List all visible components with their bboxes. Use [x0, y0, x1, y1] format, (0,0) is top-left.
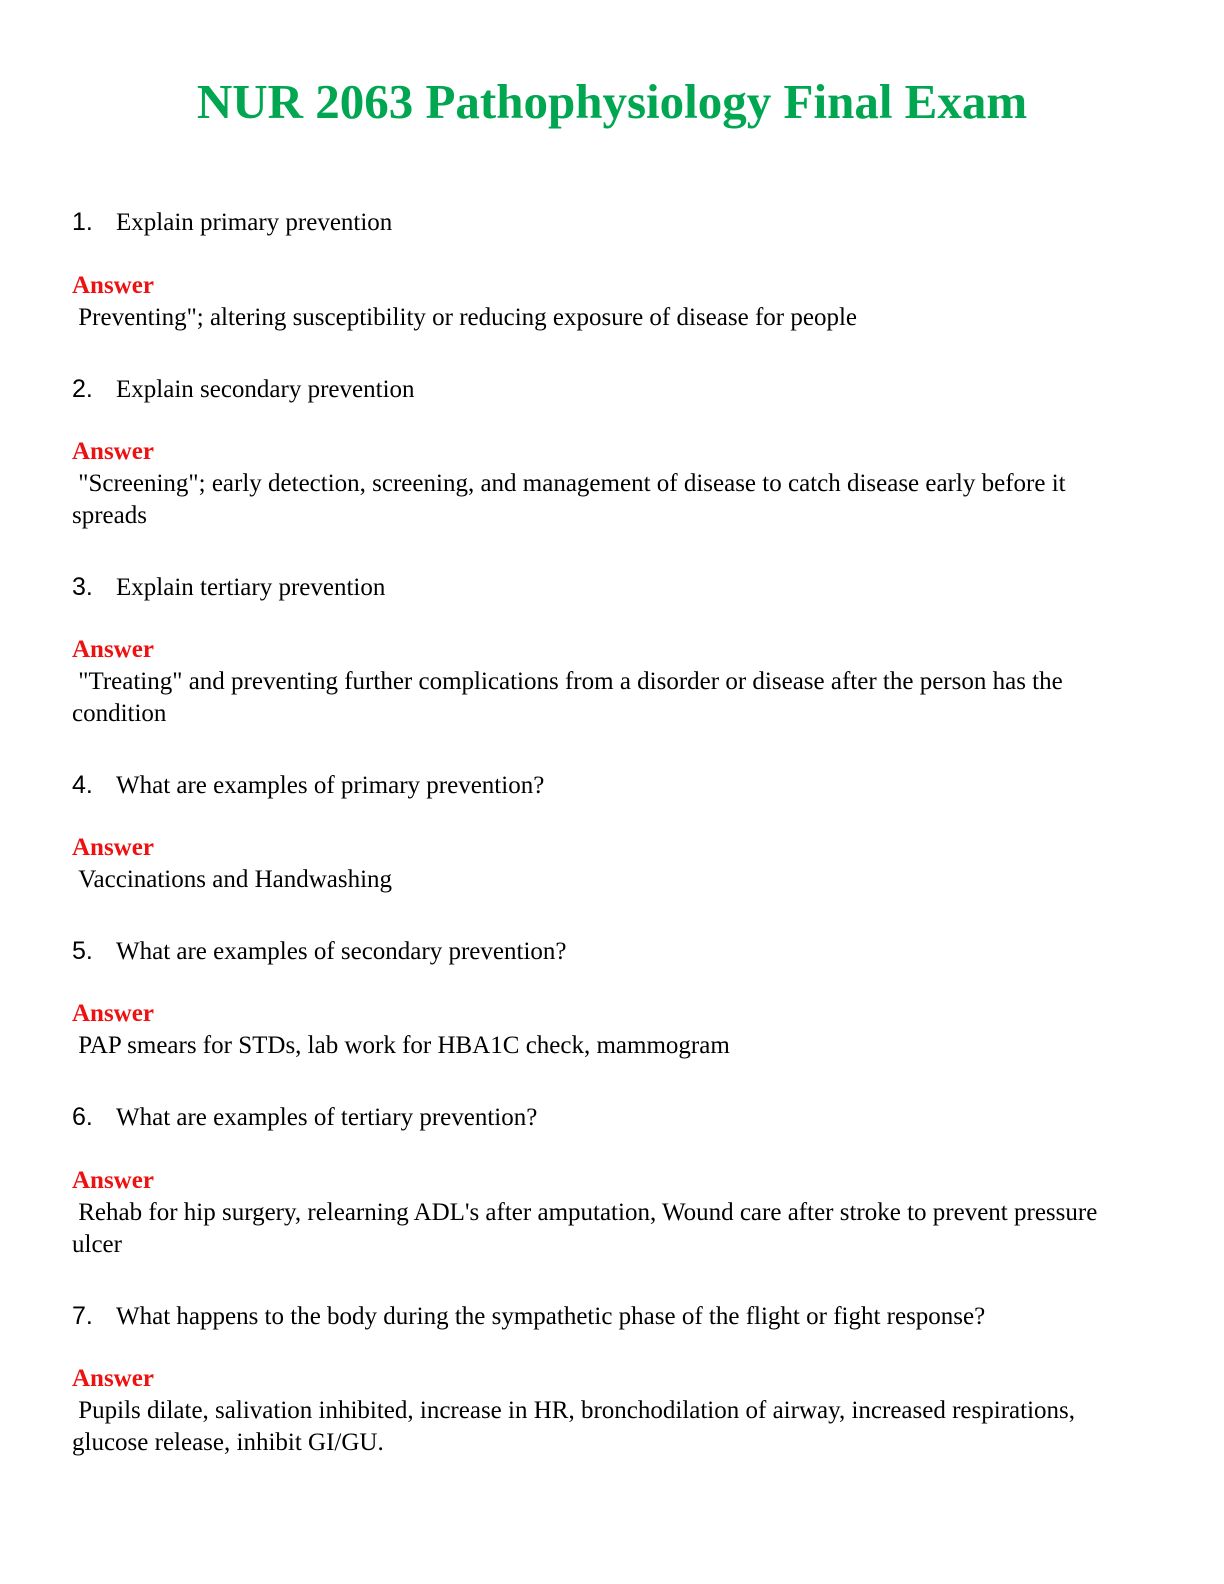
answer-label-4: Answer — [72, 834, 154, 861]
question-2 — [72, 373, 1152, 406]
question-number: 6. — [72, 1103, 93, 1131]
answer-text-1: Preventing"; altering susceptibility or reducing exposure of disease for people — [72, 304, 857, 331]
answer-text-5: PAP smears for STDs, lab work for HBA1C check, mammogram — [72, 1032, 730, 1059]
question-text: Explain primary prevention — [116, 209, 393, 236]
question-3 — [72, 571, 1152, 604]
answer-text-7: Pupils dilate, salivation inhibited, increase in HR, bronchodilation of airway, increased respirations, glucose release, inhibit GI/GU. — [72, 1397, 1082, 1456]
answer-label-1: Answer — [72, 272, 154, 299]
question-text: Explain secondary prevention — [116, 376, 415, 403]
question-number: 7. — [72, 1302, 93, 1330]
question-number: 2. — [72, 375, 93, 403]
question-6 — [72, 1101, 1152, 1134]
page-title: NUR 2063 Pathophysiology Final Exam — [196, 74, 1028, 129]
answer-label-6: Answer — [72, 1167, 154, 1194]
answer-label-2: Answer — [72, 438, 154, 465]
question-4 — [72, 769, 1152, 802]
question-text: What are examples of tertiary prevention? — [116, 1104, 538, 1131]
question-text: What are examples of primary prevention? — [116, 772, 545, 799]
answer-label-3: Answer — [72, 636, 154, 663]
answer-text-2: "Screening"; early detection, screening, and management of disease to catch disease early before it spreads — [72, 470, 1072, 529]
question-number: 4. — [72, 771, 93, 799]
answer-text-6: Rehab for hip surgery, relearning ADL's after amputation, Wound care after stroke to prevent pressure ulcer — [72, 1199, 1104, 1258]
question-number: 5. — [72, 937, 93, 965]
answer-label-7: Answer — [72, 1365, 154, 1392]
question-5 — [72, 935, 1152, 968]
question-text: What are examples of secondary prevention? — [116, 938, 567, 965]
question-text: Explain tertiary prevention — [116, 574, 386, 601]
answer-text-4: Vaccinations and Handwashing — [72, 866, 393, 893]
question-number: 3. — [72, 573, 93, 601]
question-text: What happens to the body during the sympathetic phase of the flight or fight response? — [116, 1303, 986, 1330]
question-7 — [72, 1300, 1152, 1333]
question-1 — [72, 206, 1152, 239]
question-number: 1. — [72, 208, 93, 236]
answer-text-3: "Treating" and preventing further complications from a disorder or disease after the person has the condition — [72, 668, 1069, 727]
answer-label-5: Answer — [72, 1000, 154, 1027]
